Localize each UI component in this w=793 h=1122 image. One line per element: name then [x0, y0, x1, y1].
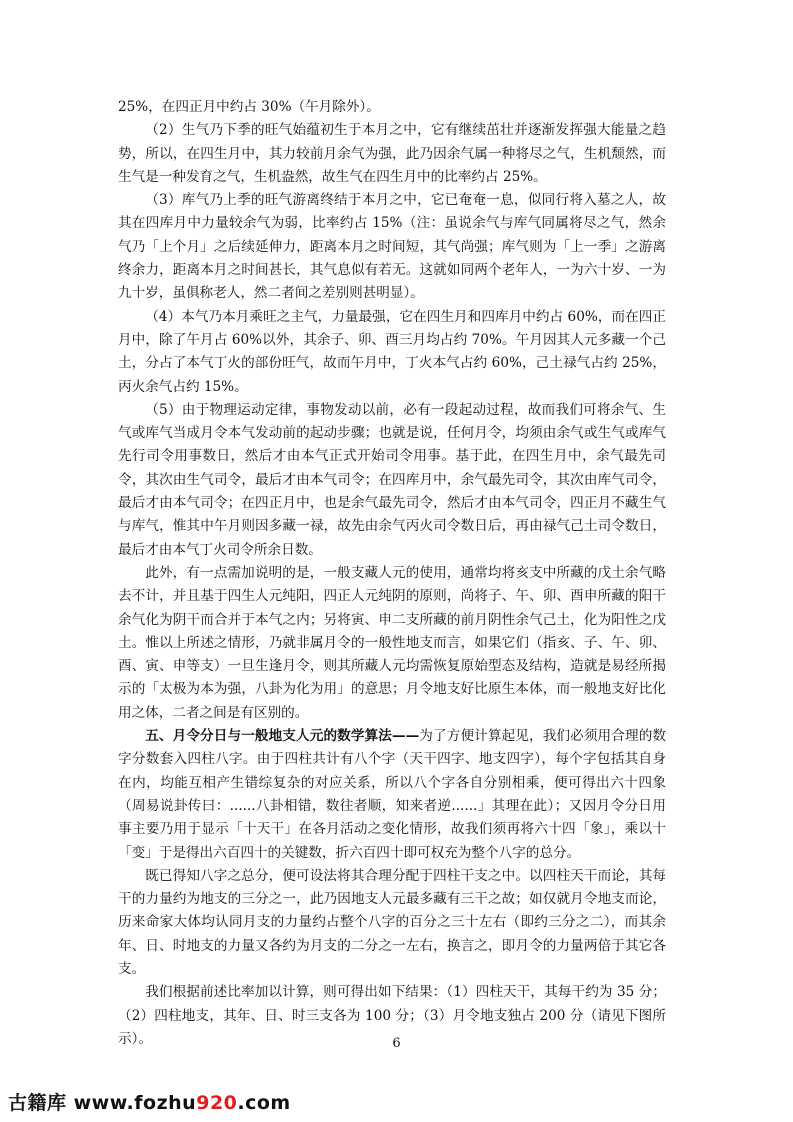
page-number: 6: [392, 1036, 401, 1051]
site-watermark: [8, 1088, 291, 1115]
paragraph-calculation-result: 我们根据前述比率加以计算，则可得出如下结果：（1）四柱天干，其每干约为 35 分；（2）四柱地支，其年、日、时三支各为 100 分；（3）月令地支独占 200 分（请见下图所示）。: [118, 984, 666, 1047]
paragraph-motion-law: （5）由于物理运动定律，事物发动以前，必有一段起动过程，故而我们可将余气、生气或库气当成月令本气发动前的起动步骤；也就是说，任何月令，均须由余气或生气或库气先行司令用事数日，然后才由本气正式开始司令用事。基于此，在四生月中，余气最先司令，其次由生气司令，最后才由本气司令；在四库月中，余气最先司令，其次由库气司令，最后才由本气司令；在四正月中，也是余气最先司令，然后才由本气司令，四正月不藏生气与库气，惟其中午月则因多藏一禄，故先由余气丙火司令数日后，再由禄气己土司令数日，最后才由本气丁火司令所余日数。: [118, 401, 666, 558]
section-five-paragraph: [118, 725, 666, 865]
watermark-number: 920: [196, 1092, 238, 1114]
page-body: [118, 96, 666, 1051]
section-heading: 五、月令分日与一般地支人元的数学算法——: [145, 728, 420, 745]
paragraph-total-score: 既已得知八字之总分，便可设法将其合理分配于四柱干支之中。以四柱天干而论，其每干的力量约为地支的三分之一，此乃因地支人元最多藏有三干之故；如仅就月令地支而论，历来命家大体均认同月支的力量约占整个八字的百分之三十左右（即约三分之二），而其余年、日、时地支的力量又各约为月支的二分之一左右，换言之，即月令的力量两倍于其它各支。: [118, 867, 666, 977]
paragraph-main-qi: （4）本气乃本月乘旺之主气，力量最强，它在四生月和四库月中约占 60%，而在四正月中，除了午月占 60%以外，其余子、卯、酉三月均占约 70%。午月因其人元多藏一个己土，分占了本气丁火的部份旺气，故而午月中，丁火本气占约 60%，己土禄气占约 25%，丙火余气占约 15%。: [118, 308, 666, 395]
paragraph-continuation: 25%，在四正月中约占 30%（午月除外）。: [118, 99, 380, 115]
watermark-suffix: .com: [237, 1092, 291, 1114]
watermark-prefix: 古籍库 www.fozhu: [8, 1092, 197, 1114]
paragraph-additional-note: 此外，有一点需加说明的是，一般支藏人元的使用，通常均将亥支中所藏的戊土余气略去不计，并且基于四生人元纯阳，四正人元纯阴的原则，尚将子、午、卯、酉申所藏的阳干余气化为阴干而合并于本气之内；另将寅、申二支所藏的前月阴性余气己土，化为阳性之戊土。惟以上所述之情形，乃就非属月令的一般性地支而言，如果它们（指亥、子、午、卯、酉、寅、申等支）一旦生逢月令，则其所藏人元均需恢复原始型态及结构，造就是易经所揭示的「太极为本为强，八卦为化为用」的意思；月令地支好比原生本体，而一般地支好比化用之体，二者之间是有区别的。: [118, 564, 666, 721]
paragraph-storage-qi: （3）库气乃上季的旺气游离终结于本月之中，它已奄奄一息，似同行将入墓之人，故其在四库月中力量较余气为弱，比率约占 15%（注：虽说余气与库气同属将尽之气，然余气乃「上个月」之后续延伸力，距离本月之时间短，其气尚强；库气则为「上一季」之游离终余力，距离本月之时间甚长，其气息似有若无。这就如同两个老年人，一为六十岁、一为九十岁，虽俱称老人，然二者间之差别则甚明显）。: [118, 192, 666, 302]
section-five-text: 为了方便计算起见，我们必须用合理的数字分数套入四柱八字。由于四柱共计有八个字（天干四字、地支四字），每个字包括其自身在内，均能互相产生错综复杂的对应关系，所以八个字各自分别相乘，便可得出六十四象（周易说卦传曰：......八卦相错，数往者顺，知来者逆......」其理在此）；又因月令分日用事主要乃用于显示「十天干」在各月活动之变化情形，故我们须再将六十四「象」，乘以十「变」于是得出六百四十的关键数，折六百四十即可权充为整个八字的总分。: [118, 728, 666, 861]
paragraph-living-qi: （2）生气乃下季的旺气始蕴初生于本月之中，它有继续茁壮并逐渐发挥强大能量之趋势，所以，在四生月中，其力较前月余气为强，此乃因余气属一种将尽之气，生机颓然，而生气是一种发育之气，生机盎然，故生气在四生月中的比率约占 25%。: [118, 122, 666, 185]
